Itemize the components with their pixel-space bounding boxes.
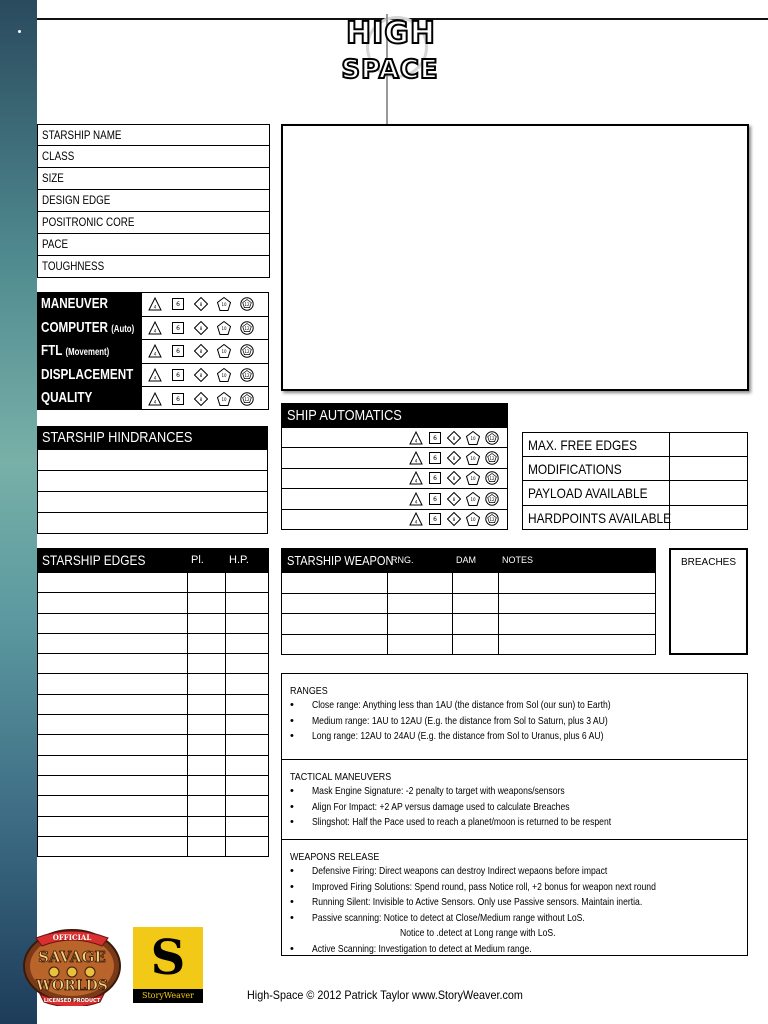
svg-text:12: 12 [244, 326, 250, 332]
svg-text:8: 8 [452, 435, 456, 441]
edge-row[interactable] [37, 695, 269, 715]
d10-icon[interactable] [466, 471, 480, 485]
d8-icon[interactable] [447, 471, 461, 485]
svg-text:12: 12 [244, 397, 250, 403]
ship-image-box[interactable] [281, 124, 749, 391]
svg-text:6: 6 [433, 434, 437, 442]
d12-icon[interactable] [485, 431, 499, 445]
automatic-row[interactable] [281, 469, 508, 489]
automatic-row[interactable] [281, 489, 508, 509]
weapon-row[interactable] [281, 635, 656, 656]
svg-text:LICENSED PRODUCT: LICENSED PRODUCT [43, 998, 101, 1004]
trait-label: MANEUVER [41, 295, 108, 312]
starship-hindrances [37, 426, 268, 534]
svg-text:8: 8 [452, 497, 456, 503]
edge-row[interactable] [37, 735, 269, 755]
trait-dice-row [142, 317, 268, 341]
weapon-row[interactable] [281, 594, 656, 615]
svg-text:8: 8 [452, 476, 456, 482]
d10-icon[interactable] [217, 321, 231, 335]
d6-icon[interactable] [171, 344, 185, 358]
trait-dice-row [142, 340, 268, 364]
weapons-col-rng: RNG. [391, 555, 414, 565]
d10-icon[interactable] [466, 512, 480, 526]
svg-text:10: 10 [221, 302, 227, 308]
svg-text:12: 12 [489, 476, 495, 482]
svg-text:12: 12 [489, 456, 495, 462]
rules-tactical [282, 760, 747, 840]
svg-text:4: 4 [414, 438, 418, 444]
rule-item: • Defensive Firing: Direct weapons can destroy Indirect wepaons before impact [290, 864, 747, 880]
svg-text:6: 6 [433, 496, 437, 504]
svg-text:4: 4 [414, 499, 418, 505]
info-field[interactable] [37, 256, 270, 278]
rule-item: • Long range: 12AU to 24AU (E.g. the distance from Sol to Uranus, plus 6 AU) [290, 729, 747, 745]
d6-icon[interactable] [428, 431, 442, 445]
svg-text:8: 8 [199, 373, 203, 379]
weapons-header [281, 548, 656, 573]
d4-icon[interactable] [409, 492, 423, 506]
trait-dice-row [142, 293, 268, 317]
allowance-row [522, 506, 748, 531]
edge-row[interactable] [37, 614, 269, 634]
svg-text:12: 12 [244, 373, 250, 379]
trait-labels [37, 292, 141, 410]
svg-text:8: 8 [452, 456, 456, 462]
allowance-label: HARDPOINTS AVAILABLE [523, 506, 670, 530]
info-field[interactable] [37, 168, 270, 190]
info-field[interactable] [37, 212, 270, 234]
star-dot [18, 30, 21, 33]
svg-text:SAVAGE: SAVAGE [38, 948, 106, 966]
edge-row[interactable] [37, 817, 269, 837]
storyweaver-logo [133, 927, 203, 1003]
rule-item: • Mask Engine Signature: -2 penalty to target with weapons/sensors [290, 784, 747, 800]
d10-icon[interactable] [217, 344, 231, 358]
d12-icon[interactable] [485, 471, 499, 485]
rules-ranges [282, 674, 747, 760]
svg-text:6: 6 [176, 301, 180, 309]
edge-row[interactable] [37, 674, 269, 694]
edges-col-hp: H.P. [229, 554, 249, 566]
d4-icon[interactable] [148, 297, 162, 311]
starship-traits [37, 292, 269, 410]
hindrance-row[interactable] [37, 513, 268, 534]
weapon-row[interactable] [281, 614, 656, 635]
svg-text:10: 10 [470, 456, 476, 462]
d4-icon[interactable] [148, 344, 162, 358]
breaches-box[interactable] [669, 548, 748, 655]
svg-text:8: 8 [199, 326, 203, 332]
d12-icon[interactable] [240, 321, 254, 335]
d10-icon[interactable] [217, 368, 231, 382]
automatic-row[interactable] [281, 448, 508, 468]
svg-text:12: 12 [489, 435, 495, 441]
info-field[interactable] [37, 234, 270, 256]
svg-text:10: 10 [470, 435, 476, 441]
footer-copyright: High-Space © 2012 Patrick Taylor www.StoryWeaver.com [247, 988, 523, 1002]
hindrance-row[interactable] [37, 471, 268, 492]
d12-icon[interactable] [485, 451, 499, 465]
d10-icon[interactable] [466, 451, 480, 465]
automatic-row[interactable] [281, 510, 508, 530]
edges-header [37, 548, 269, 573]
svg-text:12: 12 [489, 497, 495, 503]
svg-text:4: 4 [414, 519, 418, 525]
d12-icon[interactable] [485, 492, 499, 506]
d8-icon[interactable] [194, 368, 208, 382]
hindrances-title: STARSHIP HINDRANCES [37, 426, 268, 450]
edge-row[interactable] [37, 593, 269, 613]
info-field-label: PACE [42, 237, 69, 251]
edge-row[interactable] [37, 573, 269, 593]
d8-icon[interactable] [194, 321, 208, 335]
d6-icon[interactable] [171, 392, 185, 406]
svg-text:6: 6 [176, 372, 180, 380]
weapons-release-title: WEAPONS RELEASE [290, 851, 380, 863]
decorative-side-strip [0, 0, 37, 1024]
hindrance-row[interactable] [37, 492, 268, 513]
allowances-table [522, 432, 748, 530]
d4-icon[interactable] [148, 368, 162, 382]
trait-label: FTL (Movement) [41, 342, 110, 360]
info-field-label: TOUGHNESS [42, 259, 105, 273]
d12-icon[interactable] [240, 392, 254, 406]
svg-text:6: 6 [176, 325, 180, 333]
allowance-value[interactable] [670, 481, 747, 505]
trait-label: QUALITY [41, 389, 93, 407]
svg-text:10: 10 [221, 326, 227, 332]
allowance-row [522, 432, 748, 457]
hindrance-row[interactable] [37, 450, 268, 471]
d12-icon[interactable] [485, 512, 499, 526]
svg-text:8: 8 [452, 517, 456, 523]
edges-title: STARSHIP EDGES [42, 552, 146, 568]
d8-icon[interactable] [194, 344, 208, 358]
info-field[interactable] [37, 190, 270, 212]
svg-text:10: 10 [470, 517, 476, 523]
d8-icon[interactable] [447, 451, 461, 465]
d4-icon[interactable] [148, 321, 162, 335]
rule-item: • Align For Impact: +2 AP versus damage used to calculate Breaches [290, 800, 747, 816]
trait-dice-row [142, 364, 268, 388]
trait-label: COMPUTER (Auto) [41, 318, 135, 336]
svg-text:12: 12 [489, 517, 495, 523]
svg-text:10: 10 [221, 349, 227, 355]
rules-weapons-release [282, 840, 747, 962]
logo-line-1: HIGH [345, 16, 436, 51]
rules-reference [281, 673, 748, 956]
d6-icon[interactable] [171, 321, 185, 335]
logo-line-2: SPACE [341, 55, 439, 85]
info-field-label: CLASS [42, 149, 75, 163]
svg-text:8: 8 [199, 302, 203, 308]
d6-icon[interactable] [171, 368, 185, 382]
d8-icon[interactable] [194, 297, 208, 311]
info-field-label: DESIGN EDGE [42, 193, 111, 207]
d10-icon[interactable] [466, 431, 480, 445]
svg-text:4: 4 [414, 478, 418, 484]
d8-icon[interactable] [447, 492, 461, 506]
d10-icon[interactable] [466, 492, 480, 506]
ship-automatics [281, 403, 508, 530]
svg-text:10: 10 [470, 497, 476, 503]
svg-text:WORLDS: WORLDS [36, 978, 108, 994]
svg-text:4: 4 [153, 375, 157, 381]
svg-text:10: 10 [221, 373, 227, 379]
edge-row[interactable] [37, 654, 269, 674]
svg-text:10: 10 [221, 397, 227, 403]
d8-icon[interactable] [447, 431, 461, 445]
rule-item: • Running Silent: Invisible to Active Sensors. Only use Passive sensors. Maintain inertia. [290, 895, 747, 911]
svg-text:6: 6 [176, 396, 180, 404]
d6-icon[interactable] [171, 297, 185, 311]
edge-row[interactable] [37, 796, 269, 816]
d12-icon[interactable] [240, 297, 254, 311]
edge-row[interactable] [37, 837, 269, 857]
ship-automatics-title: SHIP AUTOMATICS [281, 403, 508, 428]
allowance-value[interactable] [670, 506, 747, 530]
d6-icon[interactable] [428, 451, 442, 465]
weapon-row[interactable] [281, 573, 656, 594]
d10-icon[interactable] [217, 297, 231, 311]
svg-text:4: 4 [153, 328, 157, 334]
d12-icon[interactable] [240, 344, 254, 358]
high-space-logo [330, 14, 446, 98]
edges-col-pl: Pl. [191, 554, 204, 566]
svg-text:4: 4 [153, 351, 157, 357]
svg-text:8: 8 [199, 349, 203, 355]
info-field-label: STARSHIP NAME [42, 128, 122, 142]
svg-text:4: 4 [153, 399, 157, 405]
svg-text:4: 4 [153, 304, 157, 310]
breaches-title: BREACHES [680, 557, 736, 568]
automatic-row[interactable] [281, 428, 508, 448]
svg-text:8: 8 [199, 397, 203, 403]
info-field[interactable] [37, 124, 270, 146]
edge-row[interactable] [37, 634, 269, 654]
svg-text:6: 6 [176, 348, 180, 356]
rule-item: • Medium range: 1AU to 12AU (E.g. the distance from Sol to Saturn, plus 3 AU) [290, 714, 747, 730]
svg-text:10: 10 [470, 476, 476, 482]
trait-dice-column [141, 292, 269, 410]
rule-item: • Slingshot: Half the Pace used to reach a planet/moon is returned to be respent [290, 815, 747, 831]
rule-item: • Active Scanning: Investigation to detect at Medium range. [290, 942, 747, 958]
allowance-row [522, 457, 748, 482]
svg-text:OFFICIAL: OFFICIAL [52, 933, 92, 942]
allowance-label: MAX. FREE EDGES [523, 433, 670, 456]
d8-icon[interactable] [194, 392, 208, 406]
allowance-row [522, 481, 748, 506]
d4-icon[interactable] [409, 512, 423, 526]
allowance-label: MODIFICATIONS [523, 457, 670, 481]
allowance-label: PAYLOAD AVAILABLE [523, 481, 670, 505]
edge-row[interactable] [37, 776, 269, 796]
info-field-label: SIZE [42, 171, 64, 185]
trait-label: DISPLACEMENT [41, 365, 134, 383]
d6-icon[interactable] [428, 512, 442, 526]
rule-item-continuation: Notice to .detect at Long range with LoS. [400, 927, 556, 940]
tactical-title: TACTICAL MANEUVERS [290, 771, 392, 783]
d12-icon[interactable] [240, 368, 254, 382]
d4-icon[interactable] [409, 431, 423, 445]
svg-text:12: 12 [244, 349, 250, 355]
svg-text:6: 6 [433, 455, 437, 463]
svg-text:6: 6 [433, 516, 437, 524]
info-field-label: POSITRONIC CORE [42, 215, 135, 229]
d4-icon[interactable] [409, 451, 423, 465]
info-field[interactable] [37, 146, 270, 168]
storyweaver-name: StoryWeaver [133, 989, 203, 1003]
rule-item: • Close range: Anything less than 1AU (the distance from Sol (our sun) to Earth) [290, 698, 747, 714]
starship-info-fields [37, 124, 270, 278]
edge-row[interactable] [37, 756, 269, 776]
savage-worlds-logo [22, 922, 122, 1006]
d4-icon[interactable] [409, 471, 423, 485]
trait-dice-row [142, 387, 268, 411]
storyweaver-letter: S [150, 930, 186, 986]
rule-item: • Improved Firing Solutions: Spend round, pass Notice roll, +2 bonus for weapon next round [290, 880, 747, 896]
allowance-value[interactable] [670, 457, 747, 481]
svg-text:12: 12 [244, 302, 250, 308]
allowance-value[interactable] [670, 433, 747, 456]
d10-icon[interactable] [217, 392, 231, 406]
starship-edges [37, 548, 269, 857]
starship-weapons [281, 548, 656, 655]
ranges-title: RANGES [290, 685, 328, 697]
svg-text:4: 4 [414, 458, 418, 464]
d8-icon[interactable] [447, 512, 461, 526]
svg-text:6: 6 [433, 475, 437, 483]
rule-item: • Passive scanning: Notice to detect at Close/Medium range without LoS. [290, 911, 747, 927]
d4-icon[interactable] [148, 392, 162, 406]
d6-icon[interactable] [428, 492, 442, 506]
edge-row[interactable] [37, 715, 269, 735]
weapons-col-notes: NOTES [502, 555, 534, 565]
d6-icon[interactable] [428, 471, 442, 485]
weapons-col-dam: DAM [456, 555, 476, 565]
weapons-title: STARSHIP WEAPON [287, 553, 394, 568]
